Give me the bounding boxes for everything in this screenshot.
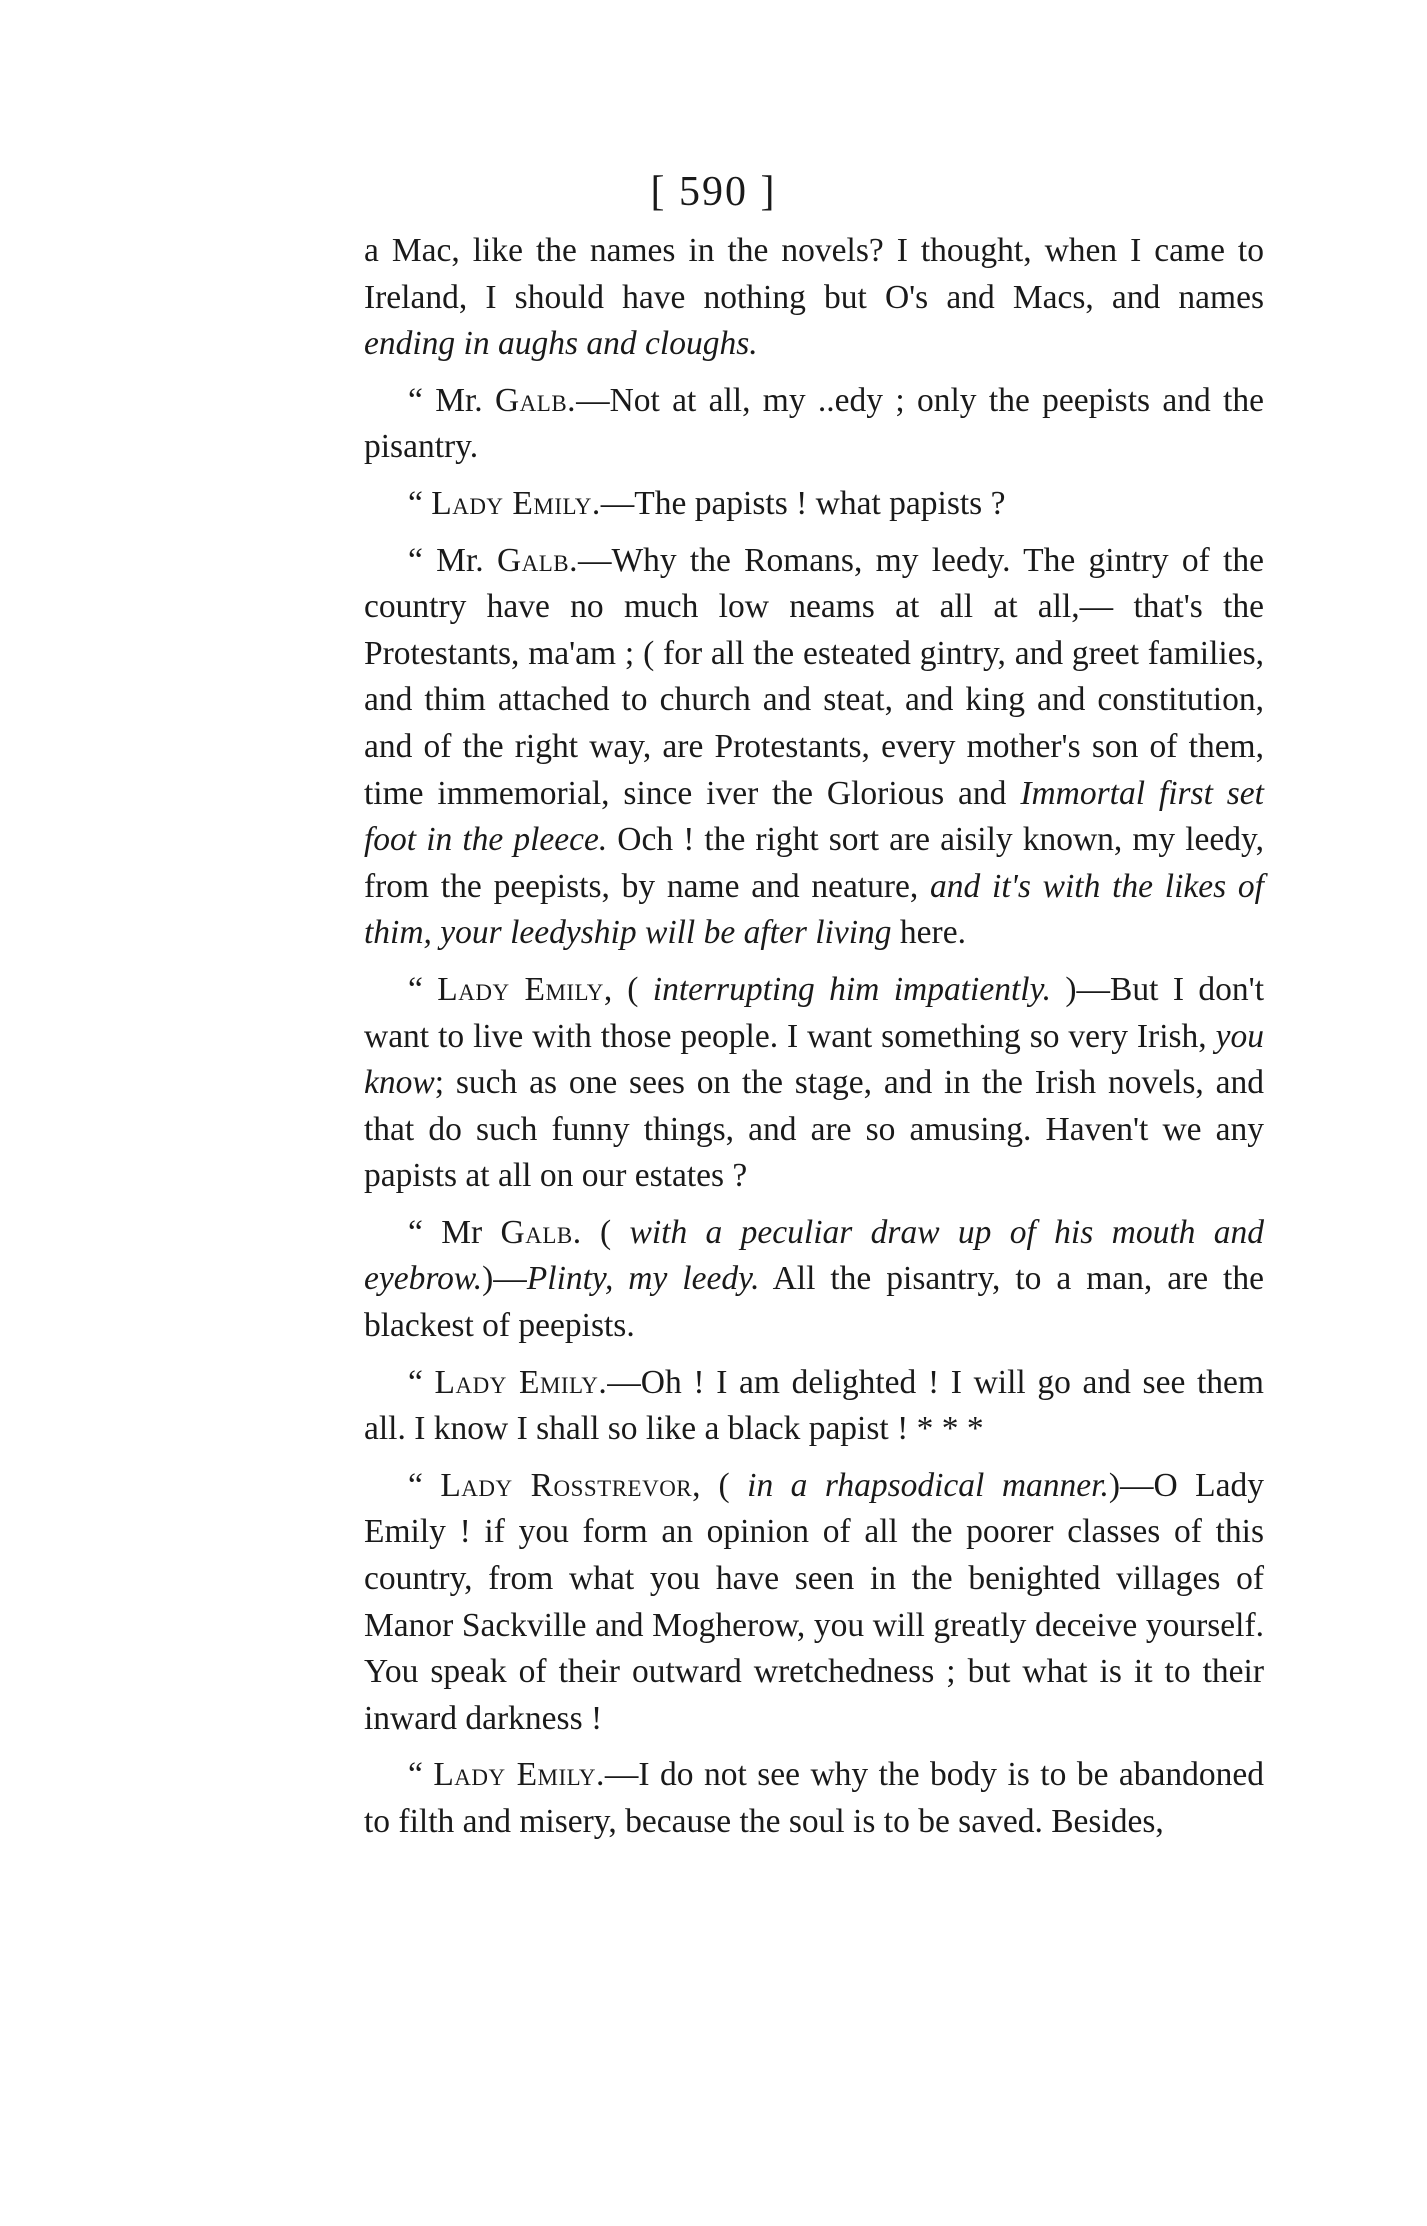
text-segment: ( bbox=[612, 970, 653, 1008]
text-segment: “ Mr. bbox=[408, 381, 495, 419]
italic-text: you know bbox=[364, 1017, 1264, 1102]
speaker-name: Lady Emily, bbox=[437, 970, 613, 1008]
speaker-name: Lady Emily. bbox=[434, 1363, 608, 1401]
speaker-name: Galb. bbox=[494, 381, 577, 419]
text-segment: —The papists ! what papists ? bbox=[600, 484, 1006, 522]
paragraph bbox=[364, 481, 1264, 528]
text-segment: a Mac, like the names in the novels? I thought, when I came to Ireland, I should have nothing but O's and Macs, and names bbox=[364, 232, 1264, 316]
paragraph bbox=[364, 228, 1264, 368]
text-segment: )—O Lady Emily ! if you form an opinion of all the poorer classes of this country, from what you have seen in the benighted villages of Manor Sackville and Mogherow, you will greatly deceive yourself. You speak of their outward wretchedness ; but what is it to their inward darkness ! bbox=[364, 1466, 1264, 1737]
italic-text: Immortal first set foot in the pleece. bbox=[364, 774, 1264, 859]
paragraph bbox=[364, 1360, 1264, 1453]
paragraph bbox=[364, 1463, 1264, 1743]
speaker-name: Lady Emily. bbox=[433, 1756, 605, 1794]
text-segment: “ bbox=[408, 970, 438, 1008]
body-text bbox=[364, 228, 1264, 1846]
italic-text: interrupting him impatiently. bbox=[652, 970, 1051, 1008]
paragraph bbox=[364, 378, 1264, 471]
text-segment: —Not at all, my ..edy ; only the peepists and the pisantry. bbox=[364, 381, 1264, 466]
text-segment: )— bbox=[482, 1260, 527, 1298]
text-segment: )—But I don't want to live with those people. I want something so very Irish, bbox=[364, 970, 1265, 1055]
speaker-name: Lady Rosstrevor, bbox=[440, 1466, 702, 1504]
speaker-name: Galb. bbox=[500, 1213, 582, 1251]
italic-text: Plinty, my leedy. bbox=[526, 1260, 760, 1298]
text-segment: “ bbox=[408, 1756, 434, 1794]
italic-text: and it's with the likes of thim, your leedyship will be after living bbox=[364, 867, 1264, 952]
paragraph bbox=[364, 1210, 1264, 1350]
text-segment: “ bbox=[408, 1466, 441, 1504]
text-segment: ; such as one sees on the stage, and in the Irish novels, and that do such funny things, and are so amusing. Haven't we any papists at all on our estates ? bbox=[364, 1064, 1264, 1195]
speaker-name: Galb. bbox=[496, 541, 579, 579]
text-segment: ( bbox=[701, 1466, 748, 1504]
page-number: [ 590 ] bbox=[650, 169, 777, 215]
paragraph bbox=[364, 967, 1264, 1200]
text-segment: here. bbox=[891, 914, 966, 952]
text-segment: Och ! the right sort are aisily known, my leedy, from the peepists, by name and neature, bbox=[364, 821, 1264, 905]
italic-text: with a peculiar draw up of his mouth and eyebrow. bbox=[364, 1213, 1264, 1298]
text-segment: —Oh ! I am delighted ! I will go and see them all. I know I shall so like a black papist ! * * * bbox=[364, 1363, 1264, 1448]
paragraph bbox=[364, 538, 1264, 957]
text-segment: —I do not see why the body is to be abandoned to filth and misery, because the soul is to be saved. Besides, bbox=[364, 1756, 1264, 1840]
text-segment: All the pisantry, to a man, are the blackest of peepists. bbox=[364, 1260, 1264, 1345]
italic-text: ending in aughs and cloughs. bbox=[364, 325, 758, 363]
text-segment: “ Mr. bbox=[408, 541, 497, 579]
text-segment: “ Mr bbox=[408, 1213, 501, 1251]
text-segment: ( bbox=[581, 1213, 630, 1251]
text-segment: “ bbox=[408, 1363, 435, 1401]
italic-text: in a rhapsodical manner. bbox=[747, 1466, 1109, 1504]
text-segment: —Why the Romans, my leedy. The gintry of the country have no much low neams at all at all,— that's the Protestants, ma'am ; ( for all the esteated gintry, and greet families, and thim attached to church and steat, and king and constitution, and of the right way, are Protestants, every mother's son of them, time immemorial, since iver the Glorious and bbox=[364, 541, 1264, 812]
paragraph bbox=[364, 1752, 1264, 1845]
text-segment: “ bbox=[408, 484, 432, 522]
speaker-name: Lady Emily. bbox=[431, 484, 601, 522]
